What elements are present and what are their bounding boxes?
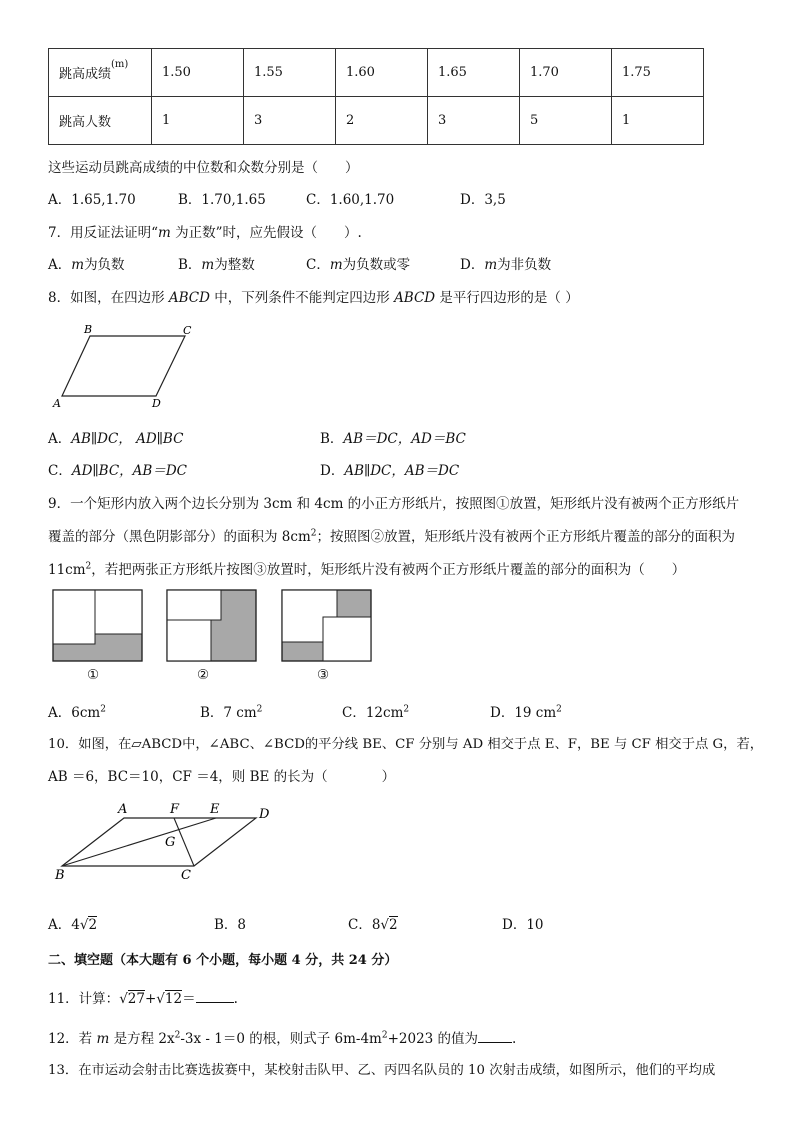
q6-option-d: D．3,5 — [460, 192, 506, 208]
q10-parallelogram-figure — [52, 798, 282, 884]
q9-option-d: D．19 $cm^2$ — [490, 704, 562, 721]
square-large — [167, 620, 211, 661]
table-cell: 1.55 — [244, 49, 336, 97]
q9-option-c: C．$12cm^2$ — [342, 704, 410, 721]
q10-option-a: A．4√2 — [48, 917, 98, 933]
table-row — [49, 49, 704, 97]
q9-option-a: A．$6cm^2$ — [48, 704, 106, 721]
q7-stem: 7．用反证法证明“m 为正数”时，应先假设（ ）. — [48, 225, 362, 241]
q9-line2: 覆盖的部分（黑色阴影部分）的面积为 $8cm^2$；按照图②放置，矩形纸片没有被两个正方形纸片覆盖的部分的面积为 — [48, 528, 735, 545]
q8-option-d: D．AB∥DC，AB＝DC — [320, 463, 460, 479]
square-large — [53, 590, 95, 644]
q13-line: 13．在市运动会射击比赛选拔赛中，某校射击队甲、乙、丙四名队员的 10 次射击成绩，如图所示，他们的平均成 — [48, 1063, 716, 1078]
q9-figure-1 — [52, 589, 144, 663]
q9-option-b: B．7 $cm^2$ — [200, 704, 263, 721]
table-cell: 2 — [336, 97, 428, 145]
table-cell: 1 — [612, 97, 704, 145]
section-title: 二、填空题（本大题有 6 个小题，每小题 4 分，共 24 分） — [48, 953, 398, 968]
table-cell: 1.60 — [336, 49, 428, 97]
label-a: A — [118, 802, 128, 817]
table-cell: 1.50 — [152, 49, 244, 97]
label-d: D — [152, 397, 161, 410]
table-header-cell: 跳高成绩$^{(m)}$ — [49, 49, 152, 97]
square-small — [167, 590, 221, 620]
q10-line2: AB ＝6，BC＝10，CF ＝4，则 BE 的长为（ ） — [48, 769, 396, 785]
q8-stem: 8．如图，在四边形 ABCD 中，下列条件不能判定四边形 ABCD 是平行四边形的是（ ） — [48, 290, 579, 306]
table-cell: 3 — [428, 97, 520, 145]
q11-line: 11．计算：√27+√12＝ . — [48, 991, 238, 1007]
table-cell: 5 — [520, 97, 612, 145]
segment-cf — [174, 818, 194, 866]
label-e: E — [210, 802, 220, 817]
q9-caption-1: ① — [87, 667, 100, 683]
segment-be — [62, 818, 216, 866]
q6-option-c: C．1.60,1.70 — [306, 192, 395, 208]
q9-figure-2 — [166, 589, 258, 663]
q6-option-a: A．1.65,1.70 — [48, 192, 136, 208]
q8-option-b: B．AB＝DC，AD＝BC — [320, 431, 466, 447]
q8-option-a: A．AB∥DC， AD∥BC — [48, 431, 184, 447]
q6-option-b: B．1.70,1.65 — [178, 192, 266, 208]
q8-option-c: C．AD∥BC，AB＝DC — [48, 463, 187, 479]
table-cell: 1.75 — [612, 49, 704, 97]
sqrt-symbol: √ — [156, 991, 165, 1007]
label-c: C — [181, 868, 191, 883]
parallelogram-shape — [62, 818, 256, 866]
q8-parallelogram-figure — [48, 320, 208, 412]
label-d: D — [259, 807, 270, 822]
sqrt-symbol: √ — [79, 917, 89, 933]
square-large — [323, 617, 371, 661]
q9-figure-3 — [281, 589, 373, 663]
table-cell: 3 — [244, 97, 336, 145]
q7-option-d: D．m为非负数 — [460, 257, 552, 273]
label-b: B — [84, 323, 93, 336]
answer-blank[interactable] — [196, 1002, 234, 1003]
q12-line: 12．若 m 是方程 $2x^2-3x - 1=0$ 的根，则式子 $6m-4m^2+2023$ 的值为 . — [48, 1030, 517, 1047]
label-f: F — [170, 802, 180, 817]
q9-caption-3: ③ — [317, 667, 330, 683]
label-b: B — [55, 868, 65, 883]
q10-option-b: B．8 — [214, 917, 247, 933]
jump-height-table — [48, 48, 704, 145]
answer-blank[interactable] — [478, 1042, 512, 1043]
label-g: G — [165, 835, 176, 850]
table-cell: 1 — [152, 97, 244, 145]
parallelogram-shape — [62, 336, 185, 396]
q9-caption-2: ② — [197, 667, 210, 683]
table-header-cell: 跳高人数 — [49, 97, 152, 145]
q6-stem: 这些运动员跳高成绩的中位数和众数分别是（ ） — [48, 160, 359, 176]
q7-option-b: B．m为整数 — [178, 257, 255, 273]
table-cell: 1.70 — [520, 49, 612, 97]
q10-option-d: D．10 — [502, 917, 544, 933]
label-a: A — [53, 397, 61, 410]
sqrt-symbol: √ — [380, 917, 390, 933]
label-c: C — [183, 324, 192, 337]
q10-option-c: C．8√2 — [348, 917, 398, 933]
sqrt-symbol: √ — [119, 991, 128, 1007]
square-small — [95, 590, 142, 634]
q10-line1: 10．如图，在▱ABCD中，∠ABC、∠BCD的平分线 BE、CF 分别与 AD 相交于点 E、F，BE 与 CF 相交于点 G，若， — [48, 737, 764, 752]
q7-option-a: A．m为负数 — [48, 257, 125, 273]
q9-line3: $11cm^2$，若把两张正方形纸片按图③放置时，矩形纸片没有被两个正方形纸片覆盖的部分的面积为（ ） — [48, 561, 686, 578]
q7-option-c: C．m为负数或零 — [306, 257, 411, 273]
q9-line1: 9．一个矩形内放入两个边长分别为 3cm 和 4cm 的小正方形纸片，按照图①放置，矩形纸片没有被两个正方形纸片 — [48, 496, 740, 512]
table-row — [49, 97, 704, 145]
table-cell: 1.65 — [428, 49, 520, 97]
